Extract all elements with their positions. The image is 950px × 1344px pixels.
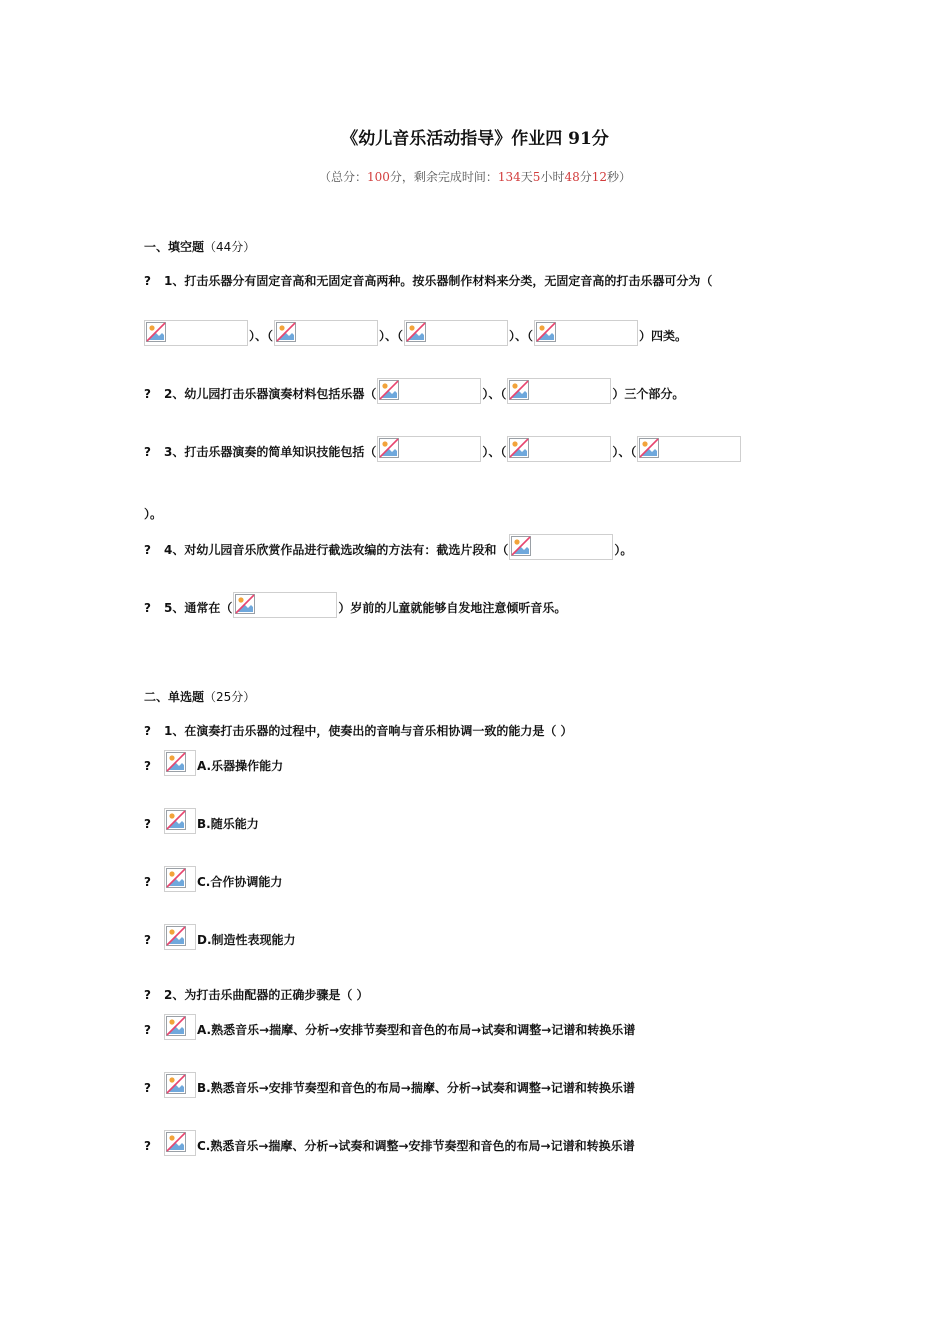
question-marker: ? <box>144 601 151 615</box>
subtitle-text: （总分： <box>318 170 367 184</box>
score-time-info <box>0 168 950 185</box>
answer-blank-2[interactable] <box>507 436 611 462</box>
option-radio[interactable] <box>164 750 196 776</box>
question-text: 3、打击乐器演奏的简单知识技能包括（ <box>164 445 377 459</box>
question-2-2 <box>144 975 369 1005</box>
broken-image-icon <box>639 438 659 458</box>
answer-blank-2[interactable] <box>274 320 378 346</box>
broken-image-icon <box>166 1074 186 1094</box>
page-title: 《幼儿音乐活动指导》作业四 91分 <box>341 129 609 149</box>
section-heading-single-choice <box>144 677 255 707</box>
remaining-days: 134 <box>497 170 521 184</box>
broken-image-icon <box>509 380 529 400</box>
broken-image-icon <box>511 536 531 556</box>
question-text: 2、为打击乐曲配器的正确步骤是（ ） <box>164 988 369 1002</box>
section-heading-fill-blank <box>144 227 255 257</box>
separator: ）、（ <box>379 329 404 343</box>
answer-blank-3[interactable] <box>637 436 741 462</box>
question-text: 2、幼儿园打击乐器演奏材料包括乐器（ <box>164 387 377 401</box>
subtitle-text: 分 <box>579 170 592 184</box>
broken-image-icon <box>166 1016 186 1036</box>
option-radio[interactable] <box>164 1072 196 1098</box>
option-row <box>144 862 282 892</box>
question-end: ）四类。 <box>639 329 688 343</box>
broken-image-icon <box>166 810 186 830</box>
question-text: 1、在演奏打击乐器的过程中，使奏出的音响与音乐相协调一致的能力是（ ） <box>164 724 573 738</box>
broken-image-icon <box>166 868 186 888</box>
option-row <box>144 1010 635 1040</box>
answer-blank-1[interactable] <box>377 378 481 404</box>
option-marker: ? <box>144 817 151 831</box>
subtitle-text: 秒） <box>607 170 632 184</box>
option-marker: ? <box>144 1081 151 1095</box>
option-radio[interactable] <box>164 1014 196 1040</box>
answer-blank-1[interactable] <box>233 592 337 618</box>
subtitle-text: 分，剩余完成时间： <box>389 170 498 184</box>
question-1-2 <box>144 374 684 404</box>
option-label: A.熟悉音乐→揣摩、分析→安排节奏型和音色的布局→试奏和调整→记谱和转换乐谱 <box>197 1023 636 1037</box>
option-radio[interactable] <box>164 1130 196 1156</box>
question-1-3 <box>144 432 742 462</box>
question-marker: ? <box>144 274 151 288</box>
question-text: 4、对幼儿园音乐欣赏作品进行截选改编的方法有：截选片段和（ <box>164 543 509 557</box>
option-radio[interactable] <box>164 808 196 834</box>
question-marker: ? <box>144 988 151 1002</box>
subtitle-text: 小时 <box>540 170 565 184</box>
question-marker: ? <box>144 543 151 557</box>
answer-blank-4[interactable] <box>534 320 638 346</box>
broken-image-icon <box>379 438 399 458</box>
total-score: 100 <box>366 170 390 184</box>
option-row <box>144 1068 635 1098</box>
separator: ）、（ <box>482 387 507 401</box>
question-marker: ? <box>144 445 151 459</box>
question-text: 5、通常在（ <box>164 601 233 615</box>
question-1-5 <box>144 588 566 618</box>
question-1-3-end <box>144 494 162 524</box>
broken-image-icon <box>536 322 556 342</box>
question-marker: ? <box>144 724 151 738</box>
question-text: 1、打击乐器分有固定音高和无固定音高两种。按乐器制作材料来分类，无固定音高的打击乐器可分为（ <box>164 274 713 288</box>
broken-image-icon <box>146 322 166 342</box>
separator: ）、（ <box>612 445 637 459</box>
question-end: ）岁前的儿童就能够自发地注意倾听音乐。 <box>338 601 567 615</box>
question-marker: ? <box>144 387 151 401</box>
remaining-seconds: 12 <box>591 170 608 184</box>
answer-blank-1[interactable] <box>509 534 613 560</box>
section-score: （25分） <box>204 690 256 704</box>
question-1-1 <box>144 261 712 291</box>
broken-image-icon <box>166 926 186 946</box>
separator: ）、（ <box>249 329 274 343</box>
question-1-1-answers <box>143 316 687 346</box>
section-score: （44分） <box>204 240 256 254</box>
question-end: ）三个部分。 <box>612 387 685 401</box>
separator: ）、（ <box>509 329 534 343</box>
option-radio[interactable] <box>164 924 196 950</box>
answer-blank-3[interactable] <box>404 320 508 346</box>
separator: ）、（ <box>482 445 507 459</box>
answer-blank-1[interactable] <box>377 436 481 462</box>
remaining-minutes: 48 <box>564 170 580 184</box>
option-marker: ? <box>144 759 151 773</box>
option-label: D.制造性表现能力 <box>197 933 296 947</box>
option-radio[interactable] <box>164 866 196 892</box>
option-label: B.随乐能力 <box>197 817 259 831</box>
broken-image-icon <box>276 322 296 342</box>
broken-image-icon <box>379 380 399 400</box>
remaining-hours: 5 <box>532 170 541 184</box>
question-end: ）。 <box>144 507 163 521</box>
option-marker: ? <box>144 933 151 947</box>
broken-image-icon <box>509 438 529 458</box>
option-label: C.合作协调能力 <box>197 875 283 889</box>
option-row <box>144 1126 635 1156</box>
broken-image-icon <box>166 752 186 772</box>
option-row <box>144 804 259 834</box>
option-marker: ? <box>144 1139 151 1153</box>
question-2-1 <box>144 711 573 741</box>
option-label: A.乐器操作能力 <box>197 759 284 773</box>
section-title: 一、填空题 <box>144 240 205 254</box>
broken-image-icon <box>235 594 255 614</box>
broken-image-icon <box>166 1132 186 1152</box>
question-end: ）。 <box>614 543 633 557</box>
option-row <box>144 920 296 950</box>
section-title: 二、单选题 <box>144 690 205 704</box>
option-marker: ? <box>144 1023 151 1037</box>
answer-blank-2[interactable] <box>507 378 611 404</box>
option-marker: ? <box>144 875 151 889</box>
option-label: B.熟悉音乐→安排节奏型和音色的布局→揣摩、分析→试奏和调整→记谱和转换乐谱 <box>197 1081 635 1095</box>
broken-image-icon <box>406 322 426 342</box>
option-row <box>144 746 283 776</box>
subtitle-text: 天 <box>520 170 533 184</box>
question-1-4 <box>144 530 632 560</box>
option-label: C.熟悉音乐→揣摩、分析→试奏和调整→安排节奏型和音色的布局→记谱和转换乐谱 <box>197 1139 635 1153</box>
answer-blank-1[interactable] <box>144 320 248 346</box>
